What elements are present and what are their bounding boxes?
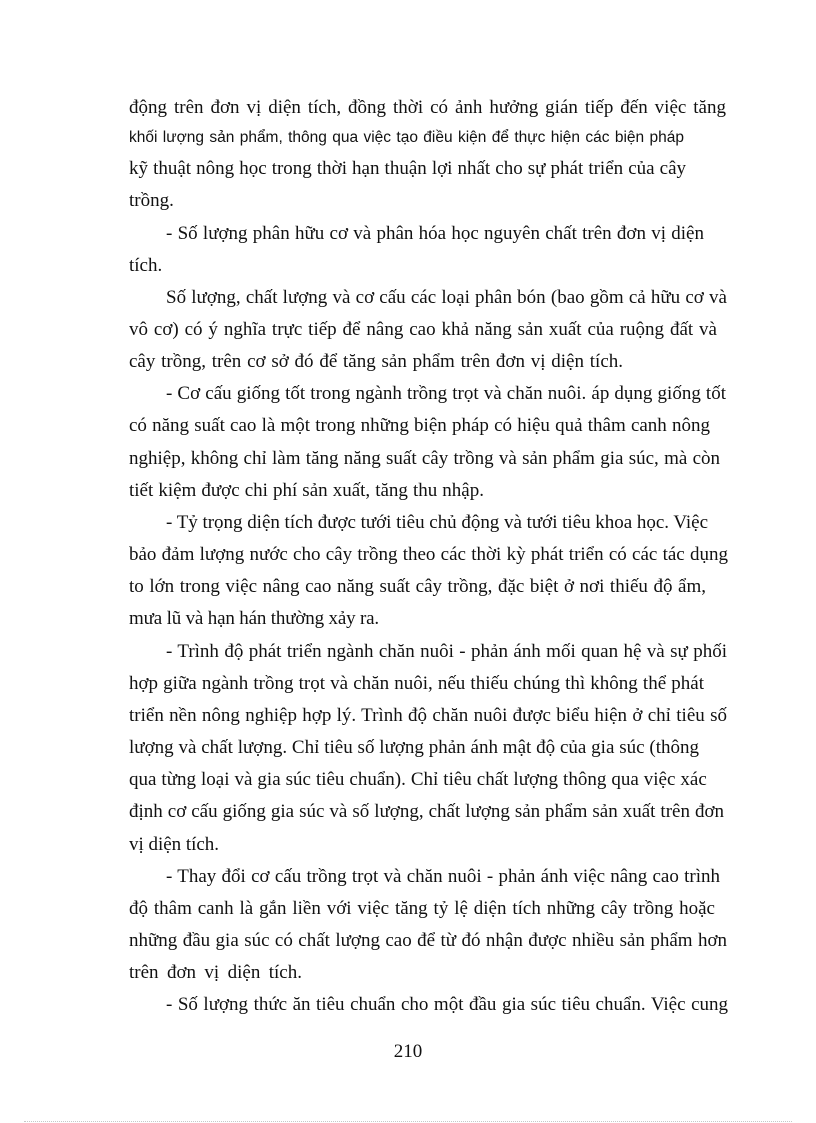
text-line: - Tỷ trọng diện tích được tưới tiêu chủ động và tưới tiêu khoa học. Việc <box>166 512 709 533</box>
text-line: tiết kiệm được chi phí sản xuất, tăng thu nhập. <box>129 480 484 501</box>
text-line: - Cơ cấu giống tốt trong ngành trồng trọt và chăn nuôi. áp dụng giống tốt <box>166 383 726 404</box>
text-line: vô cơ) có ý nghĩa trực tiếp để nâng cao khả năng sản xuất của ruộng đất và <box>129 319 717 340</box>
text-line: độ thâm canh là gắn liền với việc tăng tỷ lệ diện tích những cây trồng hoặc <box>129 898 715 919</box>
text-line: tích. <box>129 255 163 276</box>
text-line: - Số lượng phân hữu cơ và phân hóa học nguyên chất trên đơn vị diện <box>166 223 704 244</box>
text-line: triển nền nông nghiệp hợp lý. Trình độ chăn nuôi được biểu hiện ở chỉ tiêu số <box>129 705 727 726</box>
text-line: lượng và chất lượng. Chỉ tiêu số lượng phản ánh mật độ của gia súc (thông <box>129 737 699 758</box>
text-line: Số lượng, chất lượng và cơ cấu các loại phân bón (bao gồm cả hữu cơ và <box>166 287 727 308</box>
text-line: định cơ cấu giống gia súc và số lượng, chất lượng sản phẩm sản xuất trên đơn <box>129 801 724 822</box>
text-line: hợp giữa ngành trồng trọt và chăn nuôi, nếu thiếu chúng thì không thể phát <box>129 673 704 694</box>
text-line: mưa lũ và hạn hán thường xảy ra. <box>129 608 379 629</box>
page-number: 210 <box>393 1041 423 1062</box>
page-bottom-rule <box>24 1121 792 1122</box>
text-line: - Trình độ phát triển ngành chăn nuôi - phản ánh mối quan hệ và sự phối <box>166 641 727 662</box>
text-line: cây trồng, trên cơ sở đó để tăng sản phẩm trên đơn vị diện tích. <box>129 351 623 372</box>
text-line: khối lượng sản phẩm, thông qua việc tạo điều kiện để thực hiện các biện pháp <box>129 129 684 146</box>
text-line: trên đơn vị diện tích. <box>129 962 302 983</box>
text-line: nghiệp, không chỉ làm tăng năng suất cây trồng và sản phẩm gia súc, mà còn <box>129 448 720 469</box>
text-line: kỹ thuật nông học trong thời hạn thuận lợi nhất cho sự phát triển của cây <box>129 158 686 179</box>
text-line: - Thay đổi cơ cấu trồng trọt và chăn nuôi - phản ánh việc nâng cao trình <box>166 866 720 887</box>
text-line: những đầu gia súc có chất lượng cao để từ đó nhận được nhiều sản phẩm hơn <box>129 930 727 951</box>
text-line: vị diện tích. <box>129 834 219 855</box>
text-line: bảo đảm lượng nước cho cây trồng theo các thời kỳ phát triển có các tác dụng <box>129 544 728 565</box>
text-line: trồng. <box>129 190 174 211</box>
text-line: động trên đơn vị diện tích, đồng thời có ảnh hưởng gián tiếp đến việc tăng <box>129 97 726 118</box>
text-line: - Số lượng thức ăn tiêu chuẩn cho một đầu gia súc tiêu chuẩn. Việc cung <box>166 994 728 1015</box>
text-line: to lớn trong việc nâng cao năng suất cây trồng, đặc biệt ở nơi thiếu độ ẩm, <box>129 576 706 597</box>
text-line: qua từng loại và gia súc tiêu chuẩn). Chỉ tiêu chất lượng thông qua việc xác <box>129 769 707 790</box>
text-line: có năng suất cao là một trong những biện pháp có hiệu quả thâm canh nông <box>129 415 710 436</box>
